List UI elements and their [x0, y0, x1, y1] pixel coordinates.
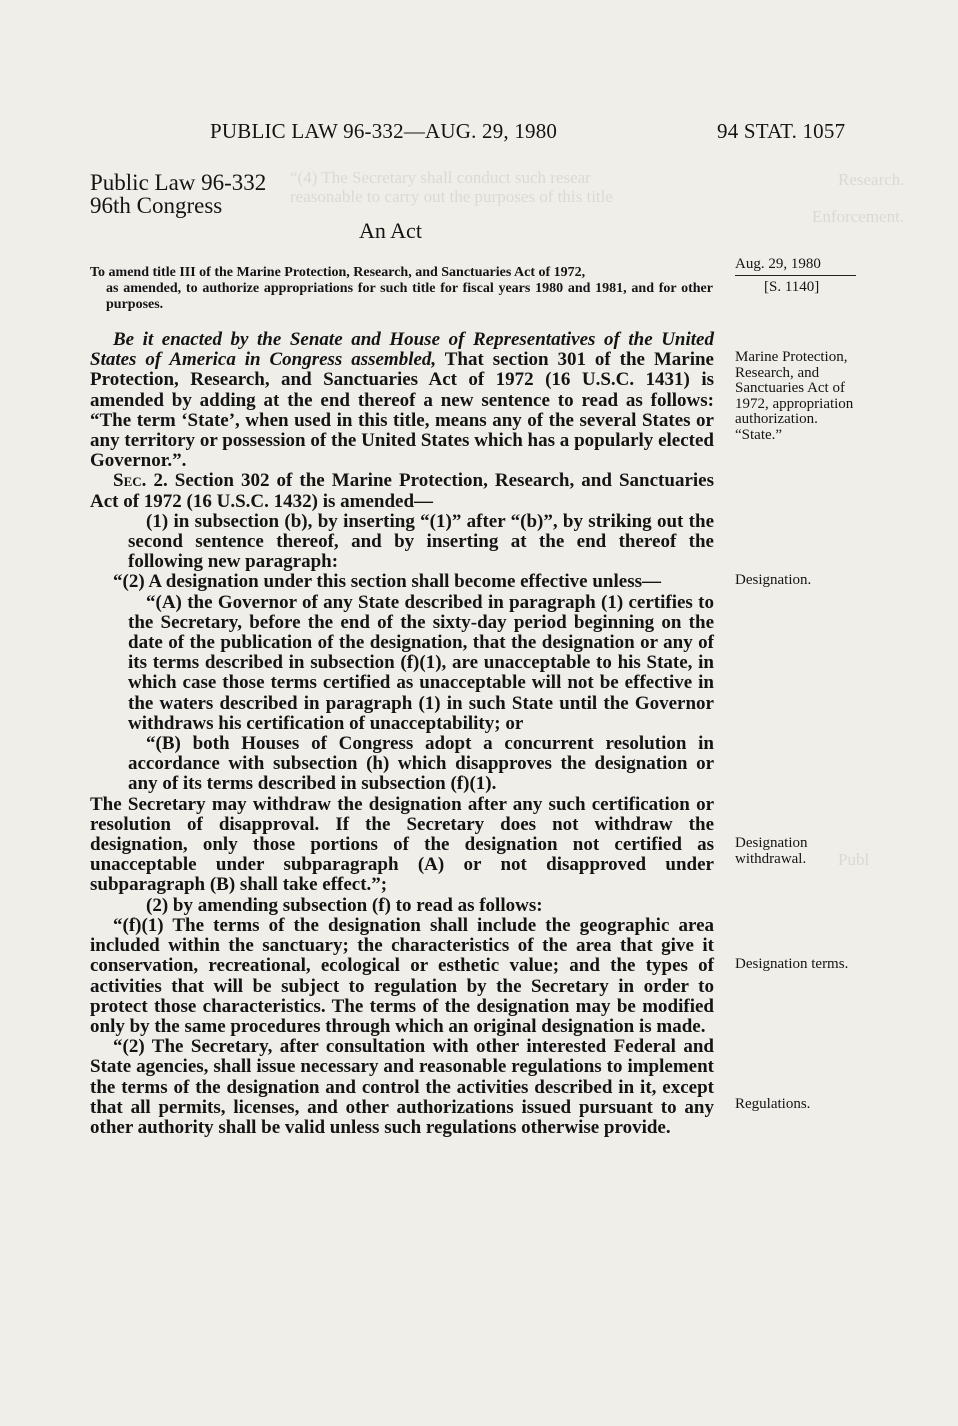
- margin-note-designation: Designation.: [735, 572, 812, 588]
- summary-line-1: To amend title III of the Marine Protection, Research, and Sanctuaries Act of 1972,: [90, 265, 586, 280]
- quoted-subsection-f2: “(2) The Secretary, after consultation with other interested Federal and State agencies, shall issue necessary and reasonable regulations to implement the terms of the designation and control the activities described in it, except that all permits, licenses, and other authorizations issued pursuant to any other authority shall be valid unless such regulations otherwise provide.: [90, 1036, 714, 1138]
- bleed-through: reasonable to carry out the purposes of this title: [290, 187, 613, 206]
- enactment-date: Aug. 29, 1980: [735, 256, 821, 272]
- section-1-text: That section 301 of the Marine Protection, Research, and Sanctuaries Act of 1972 (16 U.S.C. 1431) is amended by adding at the end thereof a new sentence to read as follows: “The term ‘State’, when used in this title, means any of the several States or any territory or possession of the United States which has a popularly elected Governor.”.: [90, 349, 714, 472]
- act-body: [90, 330, 714, 1138]
- quoted-subsection-f1: “(f)(1) The terms of the designation shall include the geographic area included within the sanctuary; the characteristics of the area that give it conservation, recreational, ecological or esthetic value; and the types of activities that will be subject to regulation by the Secretary in order to protect those characteristics. The terms of the designation may be modified only by the same procedures through which an original designation is made.: [90, 914, 714, 1037]
- summary-line-2: as amended, to authorize appropriations for such title for fiscal years 1980 and 1981, and for other purposes.: [106, 281, 713, 312]
- margin-note-designation-withdrawal: Designation withdrawal.: [735, 835, 808, 867]
- public-law-number: Public Law 96-332: [90, 170, 267, 195]
- act-summary: [90, 265, 713, 313]
- section-2: [90, 471, 714, 511]
- bill-number: [S. 1140]: [764, 279, 820, 295]
- enacting-formula: Be it enacted by the Senate and House of Representatives of the United States of America in Congress assembled,: [90, 329, 714, 371]
- bleed-through: Publ: [838, 850, 870, 869]
- amendment-item-1: (1) in subsection (b), by inserting “(1)” after “(b)”, by striking out the second sentence thereof, and by inserting at the end thereof the following new paragraph:: [128, 510, 714, 573]
- margin-note-regulations: Regulations.: [735, 1096, 811, 1112]
- enacting-clause: [90, 330, 714, 471]
- quoted-subparagraph-a: “(A) the Governor of any State described in paragraph (1) certifies to the Secretary, before the end of the sixty-day period beginning on the date of the publication of the designation, that the designation or any of its terms described in subsection (f)(1), are unacceptable to his State, in which case those terms certified as unacceptable will not be effective in the waters described in paragraph (1) in such State until the Governor withdraws his certification of unacceptability; or: [128, 591, 714, 734]
- bleed-through: Enforcement.: [812, 207, 905, 226]
- date-rule: [735, 275, 856, 276]
- amendment-item-2: (2) by amending subsection (f) to read as follows:: [146, 894, 543, 916]
- congress-number: 96th Congress: [90, 193, 223, 218]
- margin-date-block: [735, 255, 856, 296]
- margin-note-appropriation: [735, 350, 855, 443]
- bleed-through: Research.: [838, 170, 905, 189]
- running-header: PUBLIC LAW 96-332—AUG. 29, 1980: [210, 119, 558, 143]
- bleed-through: “(4) The Secretary shall conduct such resear: [290, 168, 591, 187]
- quoted-paragraph-2: “(2) A designation under this section shall become effective unless—: [113, 571, 662, 593]
- margin-note-appropriation-text: Marine Protection, Research, and Sanctuaries Act of 1972, appropriation authorization.: [735, 349, 854, 427]
- quoted-subparagraph-b: “(B) both Houses of Congress adopt a concurrent resolution in accordance with subsection (h) which disapproves the designation or any of its terms described in subsection (f)(1).: [128, 733, 714, 795]
- margin-note-designation-terms: Designation terms.: [735, 956, 849, 972]
- act-title: An Act: [359, 218, 422, 243]
- statute-page-number: 94 STAT. 1057: [717, 119, 846, 143]
- withdrawal-paragraph: The Secretary may withdraw the designation after any such certification or resolution of disapproval. If the Secretary does not withdraw the designation, only those portions of the designation not certified as unacceptable under subparagraph (A) or not disapproved under subparagraph (B) shall take effect.”;: [90, 793, 714, 896]
- section-2-label: Sec. 2.: [113, 470, 168, 492]
- margin-note-state: “State.”: [735, 426, 783, 443]
- section-2-text: Section 302 of the Marine Protection, Research, and Sanctuaries Act of 1972 (16 U.S.C. 1432) is amended—: [90, 470, 714, 512]
- law-identifier: [90, 171, 266, 217]
